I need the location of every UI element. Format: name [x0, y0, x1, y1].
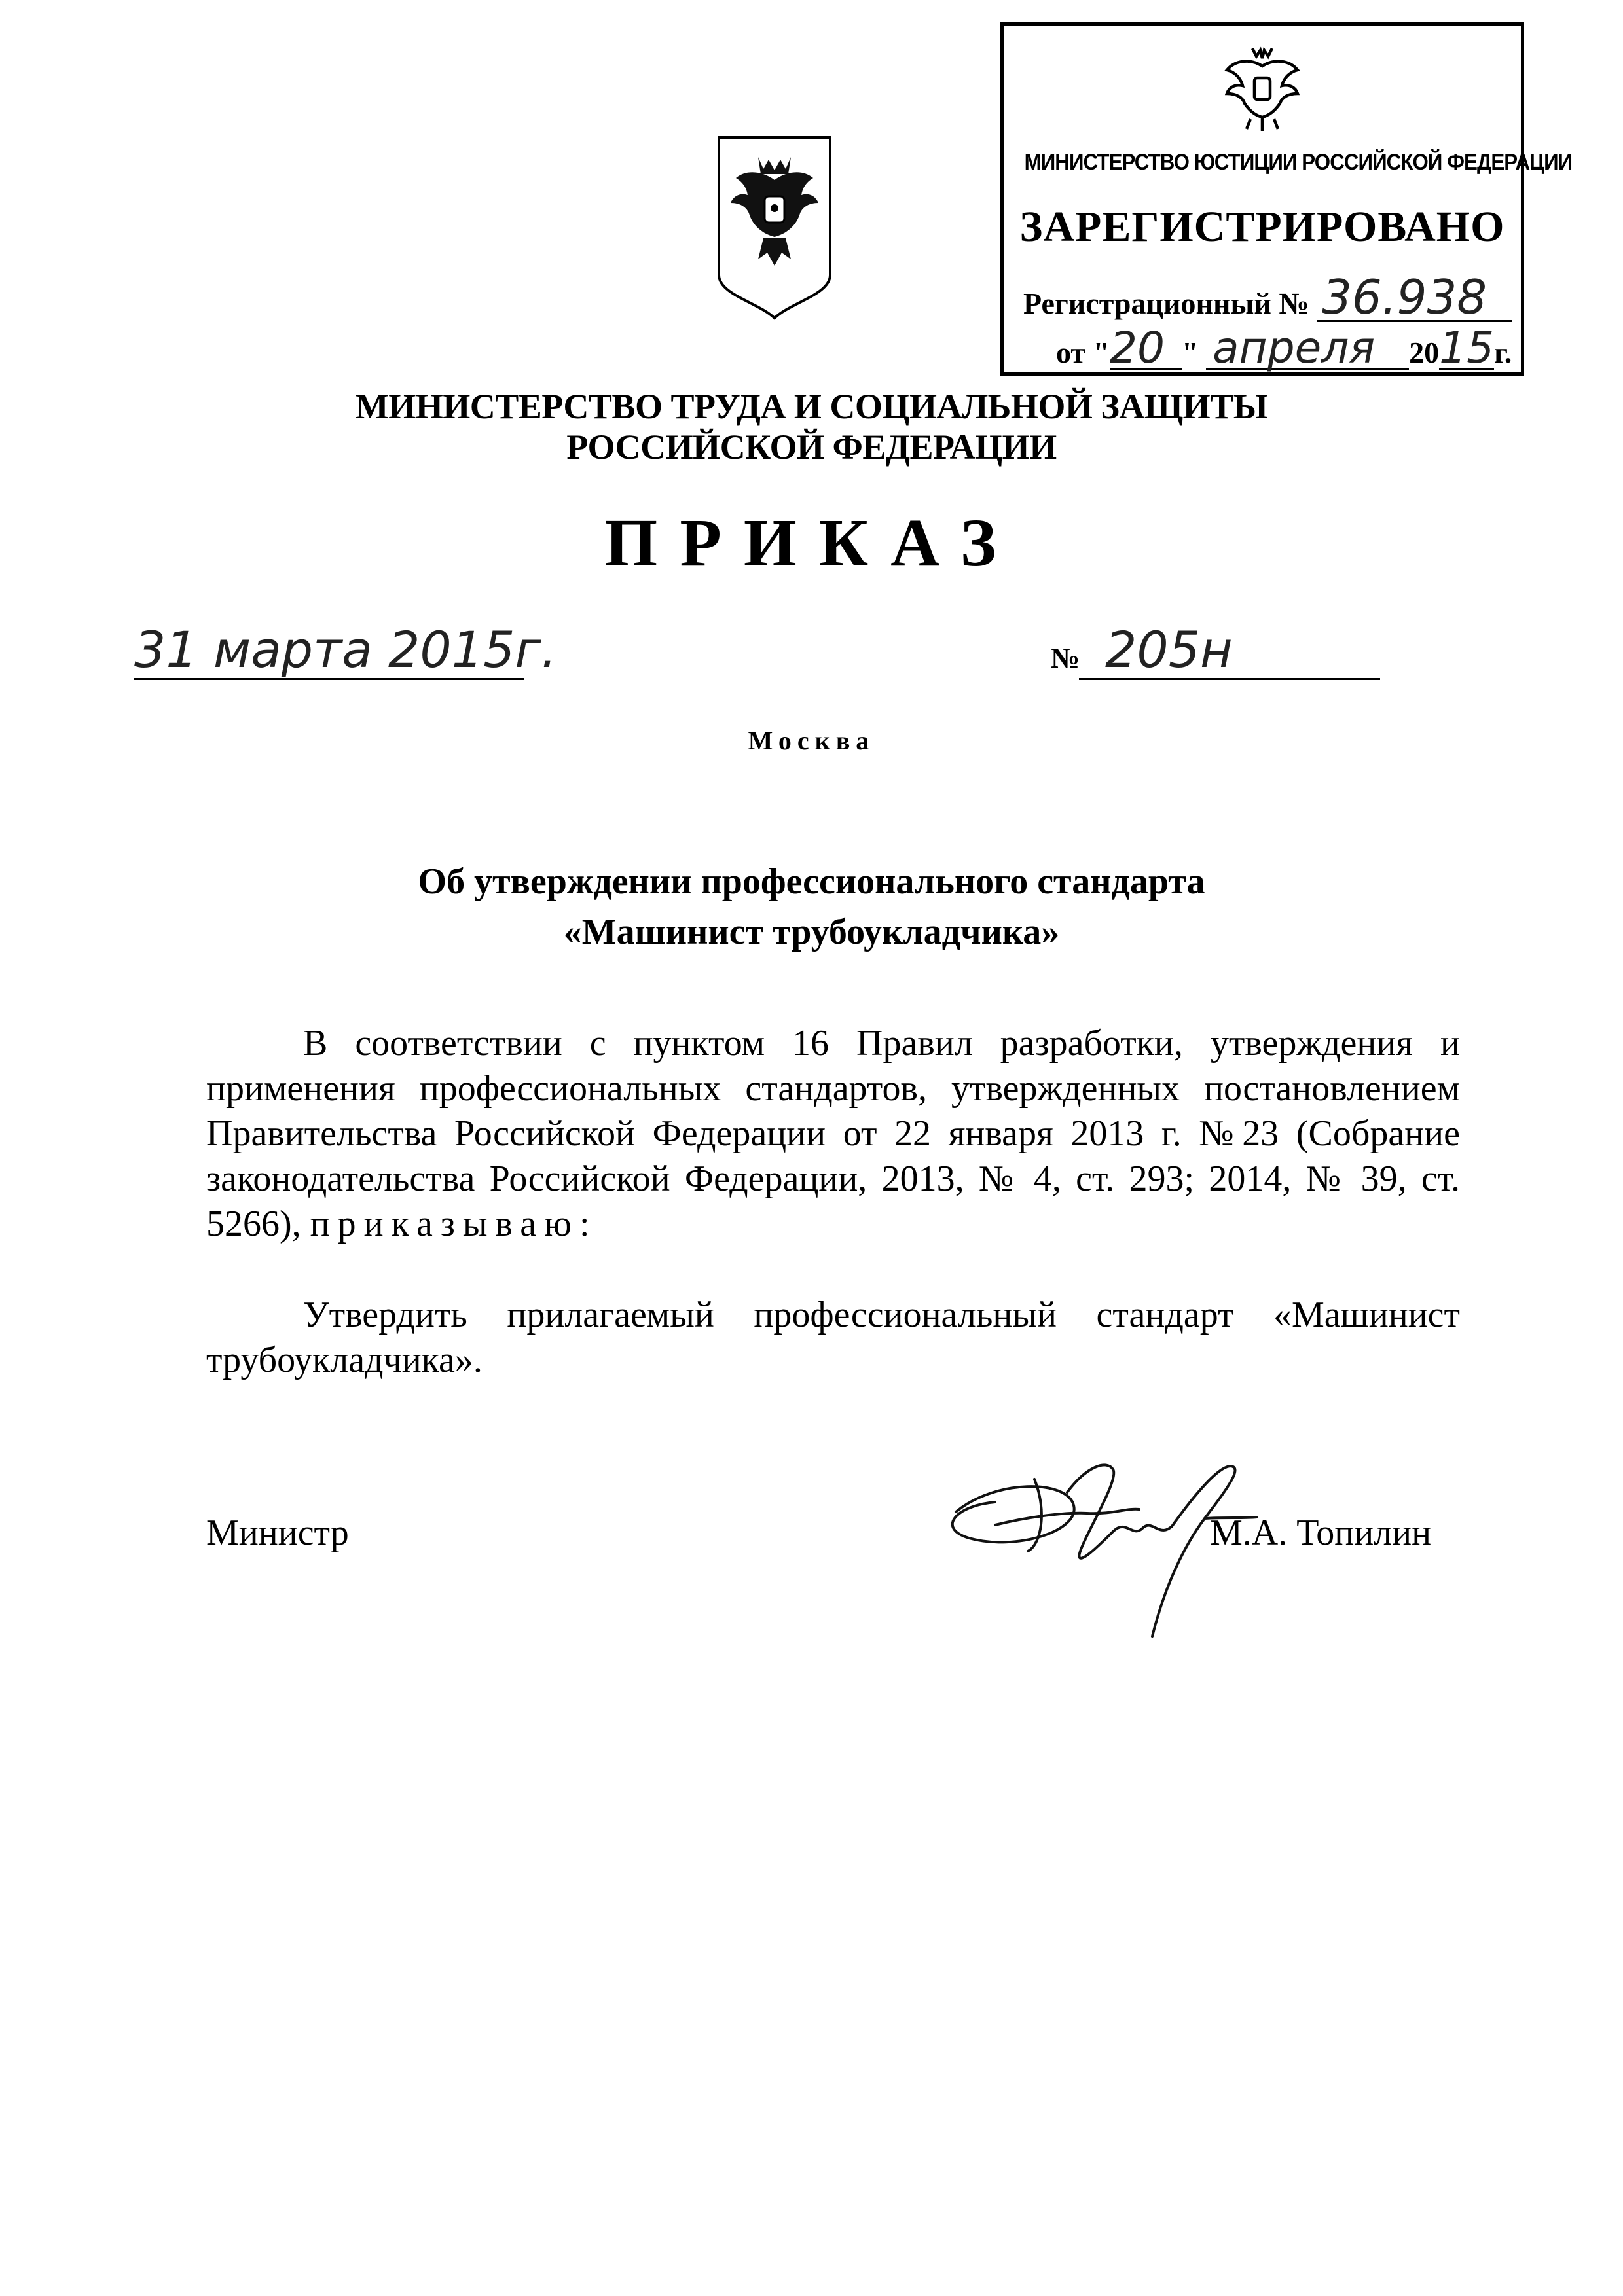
signer-position: Министр	[206, 1513, 349, 1553]
stamp-year-prefix: 20	[1409, 336, 1440, 369]
stamp-month: апреля	[1206, 328, 1409, 370]
order-date: 31 марта 2015г.	[134, 620, 557, 679]
stamp-year-end: г.	[1494, 336, 1512, 369]
order-number: 205н	[1079, 622, 1380, 680]
stamp-reg-number: 36.938	[1317, 274, 1512, 322]
body-paragraph-text: В соответствии с пунктом 16 Правил разработки, утверждения и применения профессиональных стандартов, утвержденных постановлением Правительства Российской Федерации от 22 января 2013 г. №23 (Собрание законодательства Российской Федерации, 2013, № 4, ст. 293; 2014, № 39, ст. 5266),	[206, 1023, 1460, 1244]
document-type-heading: ПРИКАЗ	[604, 505, 1019, 581]
ministry-name-line2: РОССИЙСКОЙ ФЕДЕРАЦИИ	[566, 427, 1057, 467]
stamp-date-line: от "20 " апреля 2015г.	[1056, 323, 1512, 373]
stamp-ministry-name: МИНИСТЕРСТВО ЮСТИЦИИ РОССИЙСКОЙ ФЕДЕРАЦИИ	[1024, 150, 1573, 175]
city: Москва	[748, 726, 875, 755]
coat-of-arms-icon	[712, 131, 837, 321]
stamp-day: 20	[1110, 328, 1182, 370]
signer-name: М.А. Топилин	[1210, 1513, 1432, 1553]
stamp-registration-line	[1023, 270, 1512, 325]
stamp-from-label: от	[1056, 336, 1085, 369]
stamp-reg-label: Регистрационный №	[1023, 287, 1309, 320]
ministry-name-line1: МИНИСТЕРСТВО ТРУДА И СОЦИАЛЬНОЙ ЗАЩИТЫ	[355, 387, 1268, 426]
body-paragraph: Утвердить прилагаемый профессиональный стандарт «Машинист трубоукладчика».	[206, 1295, 1460, 1380]
body-paragraph	[206, 1021, 1460, 1247]
stamp-registered-label: ЗАРЕГИСТРИРОВАНО	[1019, 203, 1505, 251]
stamp-year-suffix: 15	[1439, 323, 1495, 373]
order-number-label: №	[1051, 642, 1080, 674]
coat-of-arms-icon	[1213, 39, 1311, 137]
registration-stamp	[1000, 22, 1573, 376]
document-title-line1: Об утверждении профессионального стандарта	[418, 861, 1205, 902]
order-verb: приказываю:	[310, 1204, 598, 1244]
document-title-line2: «Машинист трубоукладчика»	[563, 912, 1060, 952]
